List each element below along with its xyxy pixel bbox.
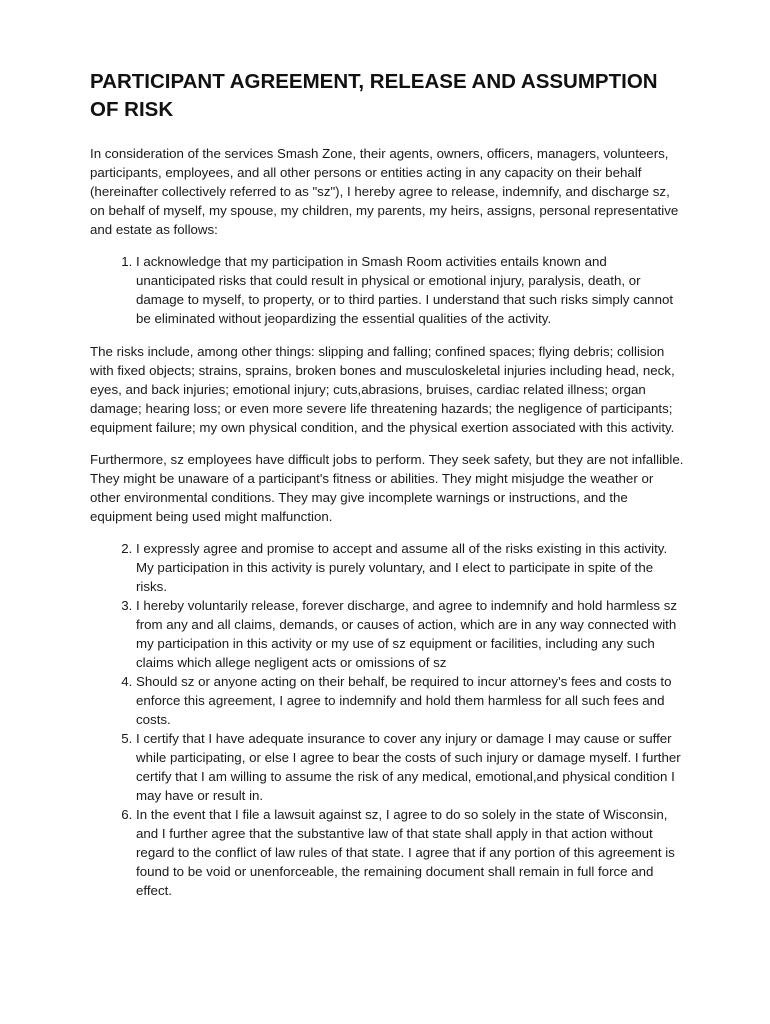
list-item-1: 1. I acknowledge that my participation in Smash Room activities entails known and unanticipated risks that could result in physical or emotional injury, paralysis, death, or damage to myself, to property, or to third parties. I understand that such risks simply cannot be eliminated without jeopardizing the essential qualities of the activity. <box>136 252 685 328</box>
employees-paragraph: Furthermore, sz employees have difficult jobs to perform. They seek safety, but they are not infallible. They might be unaware of a participant's fitness or abilities. They might misjudge the weather or other environmental conditions. They may give incomplete warnings or instructions, and the equipment being used might malfunction. <box>90 452 684 524</box>
numbered-list-second <box>90 539 685 900</box>
intro-paragraph: In consideration of the services Smash Zone, their agents, owners, officers, managers, volunteers, participants, employees, and all other persons or entities acting in any capacity on their behalf (hereinafter collectively referred to as "sz"), I hereby agree to release, indemnify, and discharge sz, on behalf of myself, my spouse, my children, my parents, my heirs, assigns, personal representative and estate as follows: <box>90 146 679 237</box>
document-title: PARTICIPANT AGREEMENT, RELEASE AND ASSUMPTION OF RISK <box>90 70 658 121</box>
list-item-6: 6. In the event that I file a lawsuit against sz, I agree to do so solely in the state of Wisconsin, and I further agree that the substantive law of that state shall apply in that action without regard to the conflict of law rules of that state. I agree that if any portion of this agreement is found to be void or unenforceable, the remaining document shall remain in full force and effect. <box>136 805 685 900</box>
document-page <box>90 68 685 913</box>
list-item-5: 5. I certify that I have adequate insurance to cover any injury or damage I may cause or suffer while participating, or else I agree to bear the costs of such injury or damage myself. I further certify that I am willing to assume the risk of any medical, emotional,and physical condition I may have or result in. <box>136 729 685 805</box>
list-item-4: 4. Should sz or anyone acting on their behalf, be required to incur attorney's fees and costs to enforce this agreement, I agree to indemnify and hold them harmless for all such fees and costs. <box>136 672 685 729</box>
numbered-list-first <box>90 252 685 328</box>
list-item-2: 2. I expressly agree and promise to accept and assume all of the risks existing in this activity. My participation in this activity is purely voluntary, and I elect to participate in spite of the risks. <box>136 539 685 596</box>
risks-paragraph: The risks include, among other things: slipping and falling; confined spaces; flying debris; collision with fixed objects; strains, sprains, broken bones and musculoskeletal injuries including head, neck, eyes, and back injuries; emotional injury; cuts,abrasions, bruises, cardiac related illness; organ damage; hearing loss; or even more severe life threatening hazards; the negligence of participants; equipment failure; my own physical condition, and the physical exertion associated with this activity. <box>90 344 675 435</box>
list-item-3: 3. I hereby voluntarily release, forever discharge, and agree to indemnify and hold harmless sz from any and all claims, demands, or causes of action, which are in any way connected with my participation in this activity or my use of sz equipment or facilities, including any such claims which allege negligent acts or omissions of sz <box>136 596 685 672</box>
